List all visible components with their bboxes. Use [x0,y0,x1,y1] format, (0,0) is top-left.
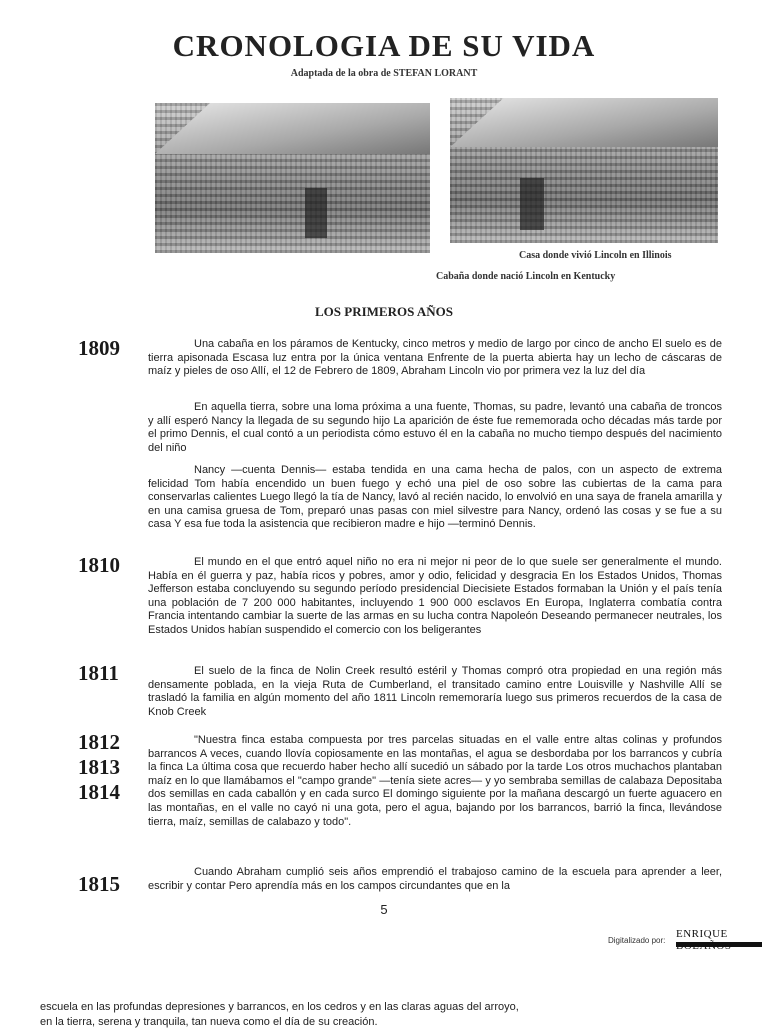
caption-kentucky: Cabaña donde nació Lincoln en Kentucky [436,271,616,282]
brand-logo: ENRIQUE [676,928,728,940]
illinois-house-photo [450,98,718,243]
brand-bar [676,942,762,947]
year-label: 1813 [78,755,120,779]
year-label: 1814 [78,780,120,804]
page-title: CRONOLOGIA DE SU VIDA [172,28,596,63]
page-subtitle: Adaptada de la obra de STEFAN LORANT [290,68,478,79]
year-label: 1809 [78,336,120,360]
year-label: 1815 [78,872,120,896]
paragraph: Cuando Abraham cumplió seis años emprendió el trabajoso camino de la escuela para aprender a leer, escribir y contar Pero aprendía más en los campos circundantes que en la [148,866,722,892]
year-label: 1811 [78,661,119,685]
house-roof [450,98,718,147]
paragraph: Nancy —cuenta Dennis— estaba tendida en una cama hecha de palos, con un aspecto de extrema felicidad Tom había encendido un buen fuego y echó una piel de oso sobre las cubiertas de la cama para conservarlas calientes Luego llegó la tía de Nancy, lavó al recién nacido, lo envolvió en una saya de franela amarilla y en una camisa gruesa de Tom, preparó unas pasas con miel silvestre para Nancy, ordenó las cosas y se fue a su casa Y esa fue toda la asistencia que recibieron madre e hijo —terminó Dennis. [148,464,722,531]
paragraph: En aquella tierra, sobre una loma próxima a una fuente, Thomas, su padre, levantó una cabaña de troncos y allí esperó Nancy la llegada de su segundo hijo La aparición de éste fue rememorada ocho décadas más tarde por el primo Dennis, el cual contó a un periodista cómo estuvo él en la cabaña no mucho tiempo después del nacimiento del niño [148,401,722,454]
year-label: 1810 [78,553,120,577]
cabin-door [305,188,327,238]
page-number: 5 [380,902,388,917]
continuation-line: en la tierra, serena y tranquila, tan nueva como el día de su creación. [40,1016,378,1028]
paragraph: Una cabaña en los páramos de Kentucky, cinco metros y medio de largo por cinco de ancho El suelo es de tierra apisonada Escasa luz entra por la única ventana Enfrente de la puerta abierta hay un lecho de cáscaras de maíz y pieles de oso Allí, el 12 de Febrero de 1809, Abraham Lincoln vio por primera vez la luz del día [148,338,722,378]
cabin-roof [155,103,430,154]
paragraph: El suelo de la finca de Nolin Creek resultó estéril y Thomas compró otra propiedad en una región más densamente poblada, en la vieja Ruta de Cumberland, el transitado camino entre Louisville y Nashville Allí se trasladó la familia en algún momento del año 1811 Lincoln rememoraría luego sus primeros recuerdos de la casa de Knob Creek [148,665,722,718]
digitalized-by-label: Digitalizado por: [608,936,666,945]
paragraph: "Nuestra finca estaba compuesta por tres parcelas situadas en el valle entre altas colinas y profundos barrancos A veces, cuando llovía copiosamente en las montañas, el agua se desbordaba por los barrancos y cubría la finca La última cosa que recuerdo haber hecho allí sucedió un sábado por la tarde Los otros muchachos plantaban maíz en lo que llamábamos el "campo grande" —tenía siete acres— y yo sembraba semillas de calabaza Depositaba dos semillas en cada caballón y en cada surco El domingo siguiente por la mañana descargó un fuerte aguacero en las montañas, en el valle no cayó ni una gota, pero el agua, bajando por los barrancos, barrió la finca, llevándose tierra, maíz, semillas de calabazo y todo". [148,734,722,828]
year-label: 1812 [78,730,120,754]
continuation-line: escuela en las profundas depresiones y barrancos, en los cedros y en las claras aguas del arroyo, [40,1001,519,1013]
section-heading: LOS PRIMEROS AÑOS [315,304,453,319]
kentucky-cabin-photo [155,103,430,253]
continuation-text [40,1000,740,1030]
caption-illinois: Casa donde vivió Lincoln en Illinois [519,250,672,261]
house-door [520,178,544,230]
paragraph: El mundo en el que entró aquel niño no era ni mejor ni peor de lo que suele ser generalmente el mundo. Había en él guerra y paz, había ricos y pobres, amor y odio, felicidad y desgracia En los Estados Unidos, Thomas Jefferson estaba concluyendo su segundo período presidencial Diecisiete Estados formaban la Unión y el país tenía una población de 7 200 000 habitantes, incluyendo 1 900 000 esclavos En Europa, Inglaterra combatía contra Francia intentando cambiar la suerte de las armas en su lucha contra Napoleón Deseando permanecer neutrales, los Estados Unidos habían suspendido el comercio con los beligerantes [148,556,722,636]
